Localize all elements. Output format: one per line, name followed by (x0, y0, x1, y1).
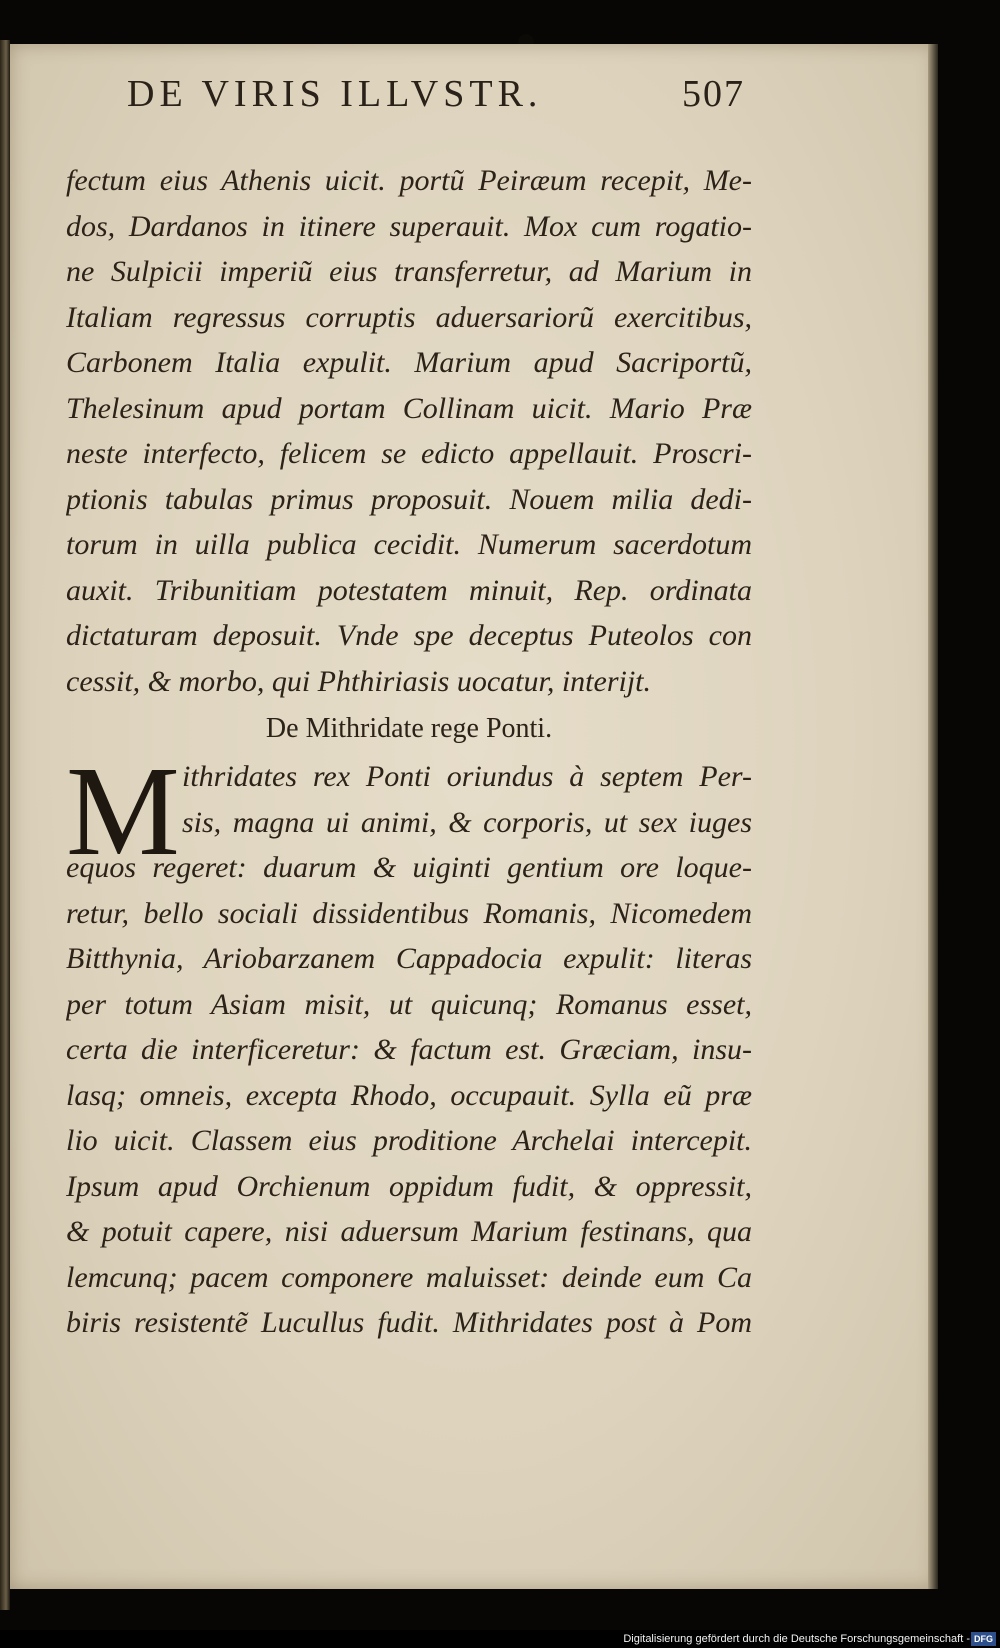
section-heading: De Mithridate rege Ponti. (265, 713, 553, 744)
text-line: certa die interficeretur: & factum est. Græciam, insu- (66, 1033, 752, 1066)
funding-credit: Digitalisierung gefördert durch die Deutsche Forschungsgemeinschaft - (623, 1633, 970, 1645)
drop-cap-initial: M (66, 740, 180, 882)
paragraph-sulla (66, 158, 766, 704)
running-head-title: DE VIRIS ILLVSTR. (127, 73, 543, 115)
text-line: & potuit capere, nisi aduersum Marium festinans, qua (66, 1215, 752, 1248)
text-line: retur, bello sociali dissidentibus Romanis, Nicomedem (66, 896, 752, 930)
text-line: Ipsum apud Orchienum oppidum fudit, & oppressit, (66, 1169, 752, 1203)
text-line: per totum Asiam misit, ut quicunq; Romanus esset, (66, 987, 752, 1021)
text-line: Thelesinum apud portam Collinam uicit. Mario Præ (66, 391, 752, 425)
text-line: equos regeret: duarum & uiginti gentium ore loque- (66, 851, 752, 884)
dfg-logo-icon: DFG (971, 1632, 996, 1646)
text-line: sis, magna ui animi, & corporis, ut sex iuges (182, 805, 752, 839)
text-line: ptionis tabulas primus proposuit. Nouem milia dedi- (66, 482, 752, 516)
text-line: cessit, & morbo, qui Phthiriasis uocatur, interijt. (66, 664, 652, 698)
text-line: dictaturam deposuit. Vnde spe deceptus Puteolos con (66, 619, 752, 652)
text-line: lemcunq; pacem componere maluisset: deinde eum Ca (66, 1260, 752, 1294)
text-line: Carbonem Italia expulit. Marium apud Sacriportũ, (66, 346, 752, 379)
text-line: Bitthynia, Ariobarzanem Cappadocia expulit: literas (66, 942, 752, 975)
text-line: ithridates rex Ponti oriundus à septem Per- (182, 760, 752, 793)
running-head (115, 72, 745, 128)
text-line: Italiam regressus corruptis aduersariorũ exercitibus, (66, 300, 752, 334)
text-line: fectum eius Athenis uicit. portũ Peiræum recepit, Me- (66, 164, 752, 197)
text-line: torum in uilla publica cecidit. Numerum sacerdotum (66, 528, 752, 561)
text-line: auxit. Tribunitiam potestatem minuit, Rep. ordinata (66, 573, 752, 607)
paragraph-mithridates (66, 740, 766, 1346)
text-line: lio uicit. Classem eius proditione Archelai intercepit. (66, 1124, 752, 1157)
page-number: 507 (682, 73, 745, 115)
text-line: lasq; omneis, excepta Rhodo, occupauit. Sylla eũ præ (66, 1078, 752, 1112)
text-line: biris resistentẽ Lucullus fudit. Mithridates post à Pom (66, 1306, 752, 1339)
text-line: ne Sulpicii imperiũ eius transferretur, ad Marium in (66, 255, 752, 288)
page-edge-shadow (928, 44, 938, 1589)
facing-page-edge (0, 40, 10, 1610)
text-line: neste interfecto, felicem se edicto appellauit. Proscri- (66, 437, 752, 470)
digitization-footer (0, 1630, 1000, 1648)
text-line: dos, Dardanos in itinere superauit. Mox cum rogatio- (66, 209, 752, 243)
